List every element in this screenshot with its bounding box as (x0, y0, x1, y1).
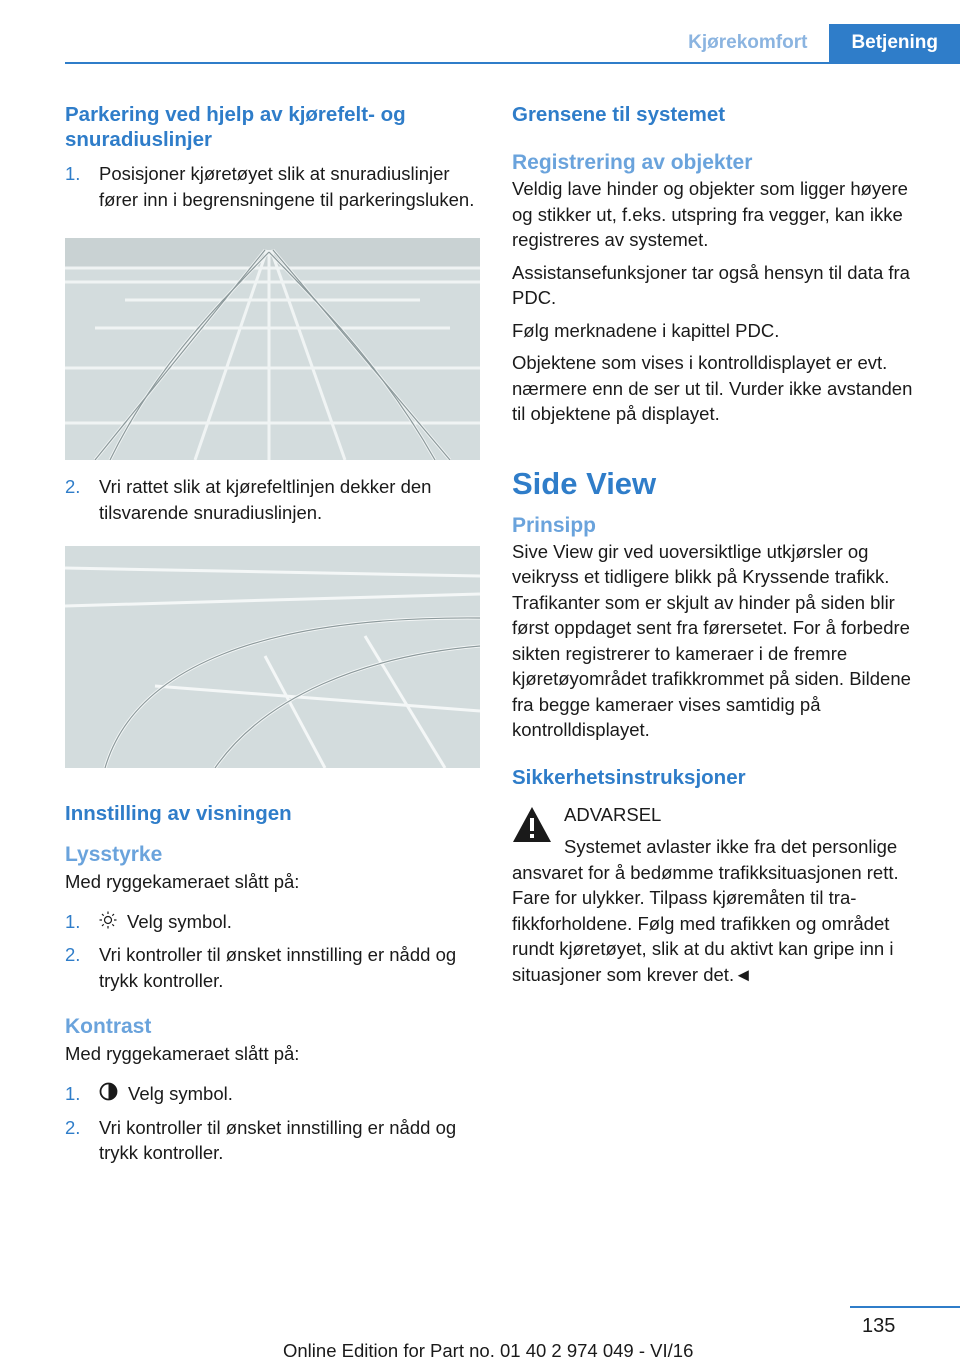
chapter-title-side-view: Side View (512, 465, 657, 501)
step-number: 1. (65, 1082, 81, 1104)
paragraph: Objektene som vises i kontrolldisplayet er evt. nærmere enn de ser ut til. Vurder ikke avstanden til objektene på displayet. (512, 352, 913, 424)
list-item (65, 1081, 483, 1108)
warning-label: ADVARSEL (564, 803, 662, 825)
step-number: 2. (65, 944, 81, 966)
paragraph: Med ryggekameraet slått på: (65, 871, 300, 892)
list-item (65, 161, 483, 212)
warning-text: Systemet avlaster ikke fra det personlige (564, 836, 898, 857)
section-title-system-limits: Grensene til systemet (512, 103, 726, 126)
tab-kjorekomfort[interactable]: Kjørekomfort (666, 24, 829, 62)
figure-turning-radius-lines (65, 238, 480, 460)
step-text: Posisjoner kjøretøyet slik at snuradiuslinjer fører inn i begrensningene til parkeringsluken. (99, 163, 475, 210)
warning-text: ansvaret for å bedømme trafikksituasjonen rett. Fare for ulykker. Tilpass kjøremåten til trafikkforholdene. Følg med trafikken og området rundt kjøretøyet, slik at du aktivt kan gripe inn i situasjoner som krever det.◄ (512, 861, 899, 985)
footer-rule (850, 1306, 960, 1308)
step-text: Vri kontroller til ønsket innstilling er nådd og trykk kontroller. (99, 944, 457, 991)
section-title-parking: Parkering ved hjelp av kjørefelt- og snuradiuslinjer (65, 103, 406, 151)
step-text: Vri kontroller til ønsket innstilling er nådd og trykk kontroller. (99, 1116, 457, 1164)
subsection-title-contrast: Kontrast (65, 1015, 152, 1039)
tab-betjening[interactable]: Betjening (829, 24, 960, 62)
list-item (65, 1115, 483, 1166)
section-title-display-settings: Innstilling av visningen (65, 802, 292, 825)
subsection-title-object-detection: Registrering av objekter (512, 151, 753, 174)
sun-icon (99, 910, 117, 936)
step-text: Velg symbol. (128, 1082, 233, 1104)
warning-box (512, 802, 930, 860)
step-number: 2. (65, 476, 81, 497)
step-number: 2. (65, 1116, 81, 1138)
warning-triangle-icon (512, 806, 552, 860)
right-column (512, 102, 930, 987)
paragraph: Sive View gir ved uoversiktlige utkjørsler og veikryss et tidligere blikk på Kryssende trafikk. Trafikanter som er skjult av hinder på siden blir først oppdaget sent fra førersetet. For å forbedre sikten registrerer to kameraer i de fremre kjøretøyområdet trafikkrommet på siden. Bildene fra begge kameraer vises samtidig på kontrolldisplayet. (512, 540, 911, 740)
page-number: 135 (862, 1315, 896, 1337)
step-text: Velg symbol. (127, 910, 232, 932)
step-text: Vri rattet slik at kjørefeltlinjen dekker den tilsvarende snuradiuslinjen. (99, 476, 432, 523)
step-number: 1. (65, 163, 81, 184)
left-column (65, 102, 483, 1166)
step-number: 1. (65, 910, 81, 932)
edition-footer: Online Edition for Part no. 01 40 2 974 049 - VI/16 (283, 1340, 694, 1361)
paragraph: Følg merknadene i kapittel PDC. (512, 319, 780, 341)
subsection-title-brightness: Lysstyrke (65, 843, 163, 866)
header-rule (65, 62, 960, 64)
paragraph: Veldig lave hinder og objekter som ligger høyere og stikker ut, f.eks. utspring fra vegger, kan ikke registreres av systemet. (512, 178, 908, 250)
figure-lane-lines (65, 546, 480, 768)
list-item (65, 909, 483, 936)
header-tabs (666, 24, 960, 62)
half-circle-icon (99, 1082, 118, 1108)
paragraph: Assistansefunksjoner tar også hensyn til data fra PDC. (512, 261, 910, 308)
list-item (65, 942, 483, 993)
section-title-safety: Sikkerhetsinstruksjoner (512, 765, 746, 789)
subsection-title-principle: Prinsipp (512, 513, 597, 537)
list-item (65, 474, 483, 525)
paragraph: Med ryggekameraet slått på: (65, 1043, 300, 1065)
